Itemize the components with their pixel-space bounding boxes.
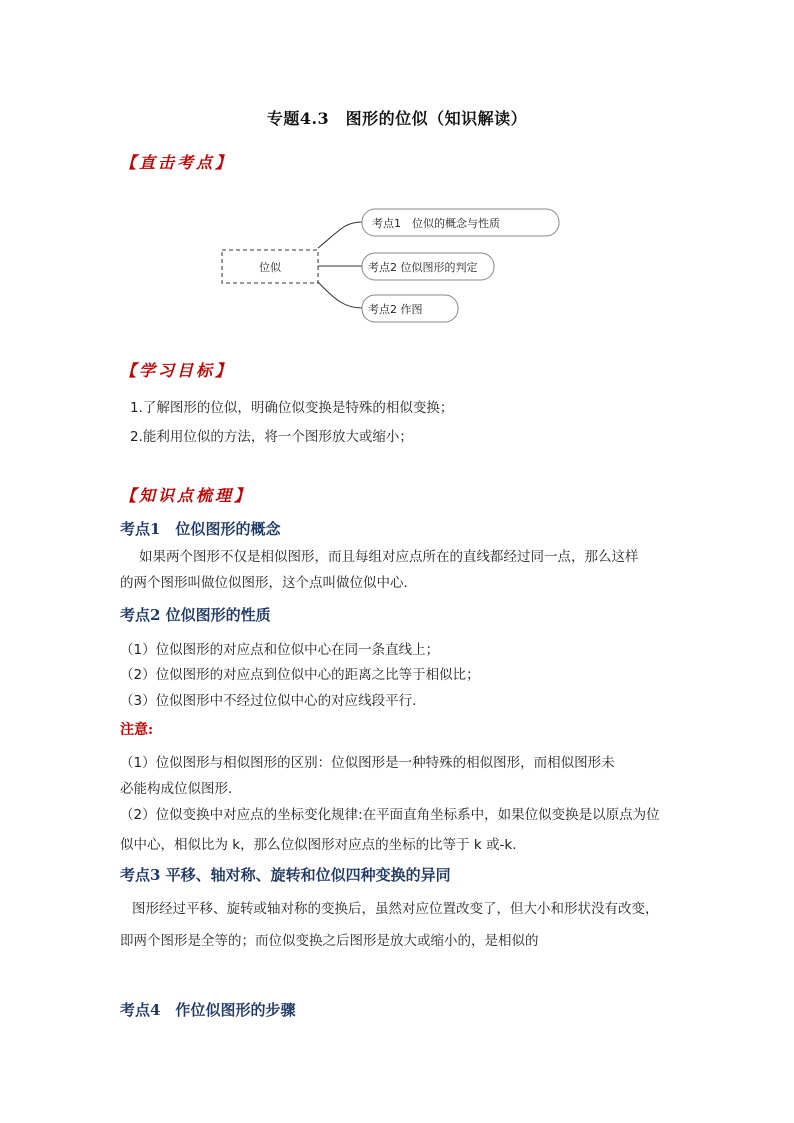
- kp1-line-2: 的两个图形叫做位似图形，这个点叫做位似中心.: [120, 575, 408, 591]
- note-line-3: （2）位似变换中对应点的坐标变化规律:在平面直角坐标系中，如果位似变换是以原点为位: [120, 807, 660, 823]
- note-line-1: （1）位似图形与相似图形的区别：位似图形是一种特殊的相似图形，而相似图形未: [120, 755, 615, 771]
- goal-item-1: 1.了解图形的位似，明确位似变换是特殊的相似变换；: [130, 400, 454, 416]
- kp2-item-3: （3）位似图形中不经过位似中心的对应线段平行.: [120, 693, 417, 709]
- kp3-heading: 考点3 平移、轴对称、旋转和位似四种变换的异同: [120, 866, 451, 884]
- goal-item-2: 2.能利用位似的方法，将一个图形放大或缩小；: [130, 429, 413, 445]
- mindmap-branch-label-1: 考点1 位似的概念与性质: [372, 217, 500, 230]
- kp4-heading: 考点4 作位似图形的步骤: [120, 1001, 296, 1019]
- mindmap-branch-label-3: 考点2 作图: [368, 303, 423, 316]
- kp1-line-1: 如果两个图形不仅是相似图形，而且每组对应点所在的直线都经过同一点，那么这样: [139, 549, 639, 565]
- kp1-heading: 考点1 位似图形的概念: [120, 520, 281, 538]
- mindmap-connector-3: [318, 282, 362, 308]
- section-exam-points: 【直击考点】: [120, 153, 235, 172]
- section-knowledge: 【知识点梳理】: [120, 486, 254, 505]
- page-title: 专题4.3 图形的位似（知识解读）: [266, 109, 528, 128]
- note-label: 注意:: [120, 722, 154, 738]
- note-line-4: 似中心，相似比为 k，那么位似图形对应点的坐标的比等于 k 或-k.: [120, 837, 517, 853]
- kp2-heading: 考点2 位似图形的性质: [120, 606, 271, 624]
- mindmap-branch-label-2: 考点2 位似图形的判定: [368, 261, 478, 274]
- kp3-line-2: 即两个图形是全等的；而位似变换之后图形是放大或缩小的，是相似的: [120, 933, 539, 949]
- kp3-line-1: 图形经过平移、旋转或轴对称的变换后，虽然对应位置改变了，但大小和形状没有改变，: [132, 901, 659, 917]
- kp2-item-1: （1）位似图形的对应点和位似中心在同一条直线上；: [120, 642, 440, 658]
- kp2-item-2: （2）位似图形的对应点到位似中心的距离之比等于相似比；: [120, 667, 480, 683]
- mindmap-diagram: [0, 0, 794, 360]
- section-learning-goals: 【学习目标】: [120, 361, 235, 380]
- mindmap-center-label: 位似: [259, 261, 281, 274]
- note-line-2: 必能构成位似图形.: [120, 781, 233, 797]
- mindmap-connector-1: [318, 222, 362, 248]
